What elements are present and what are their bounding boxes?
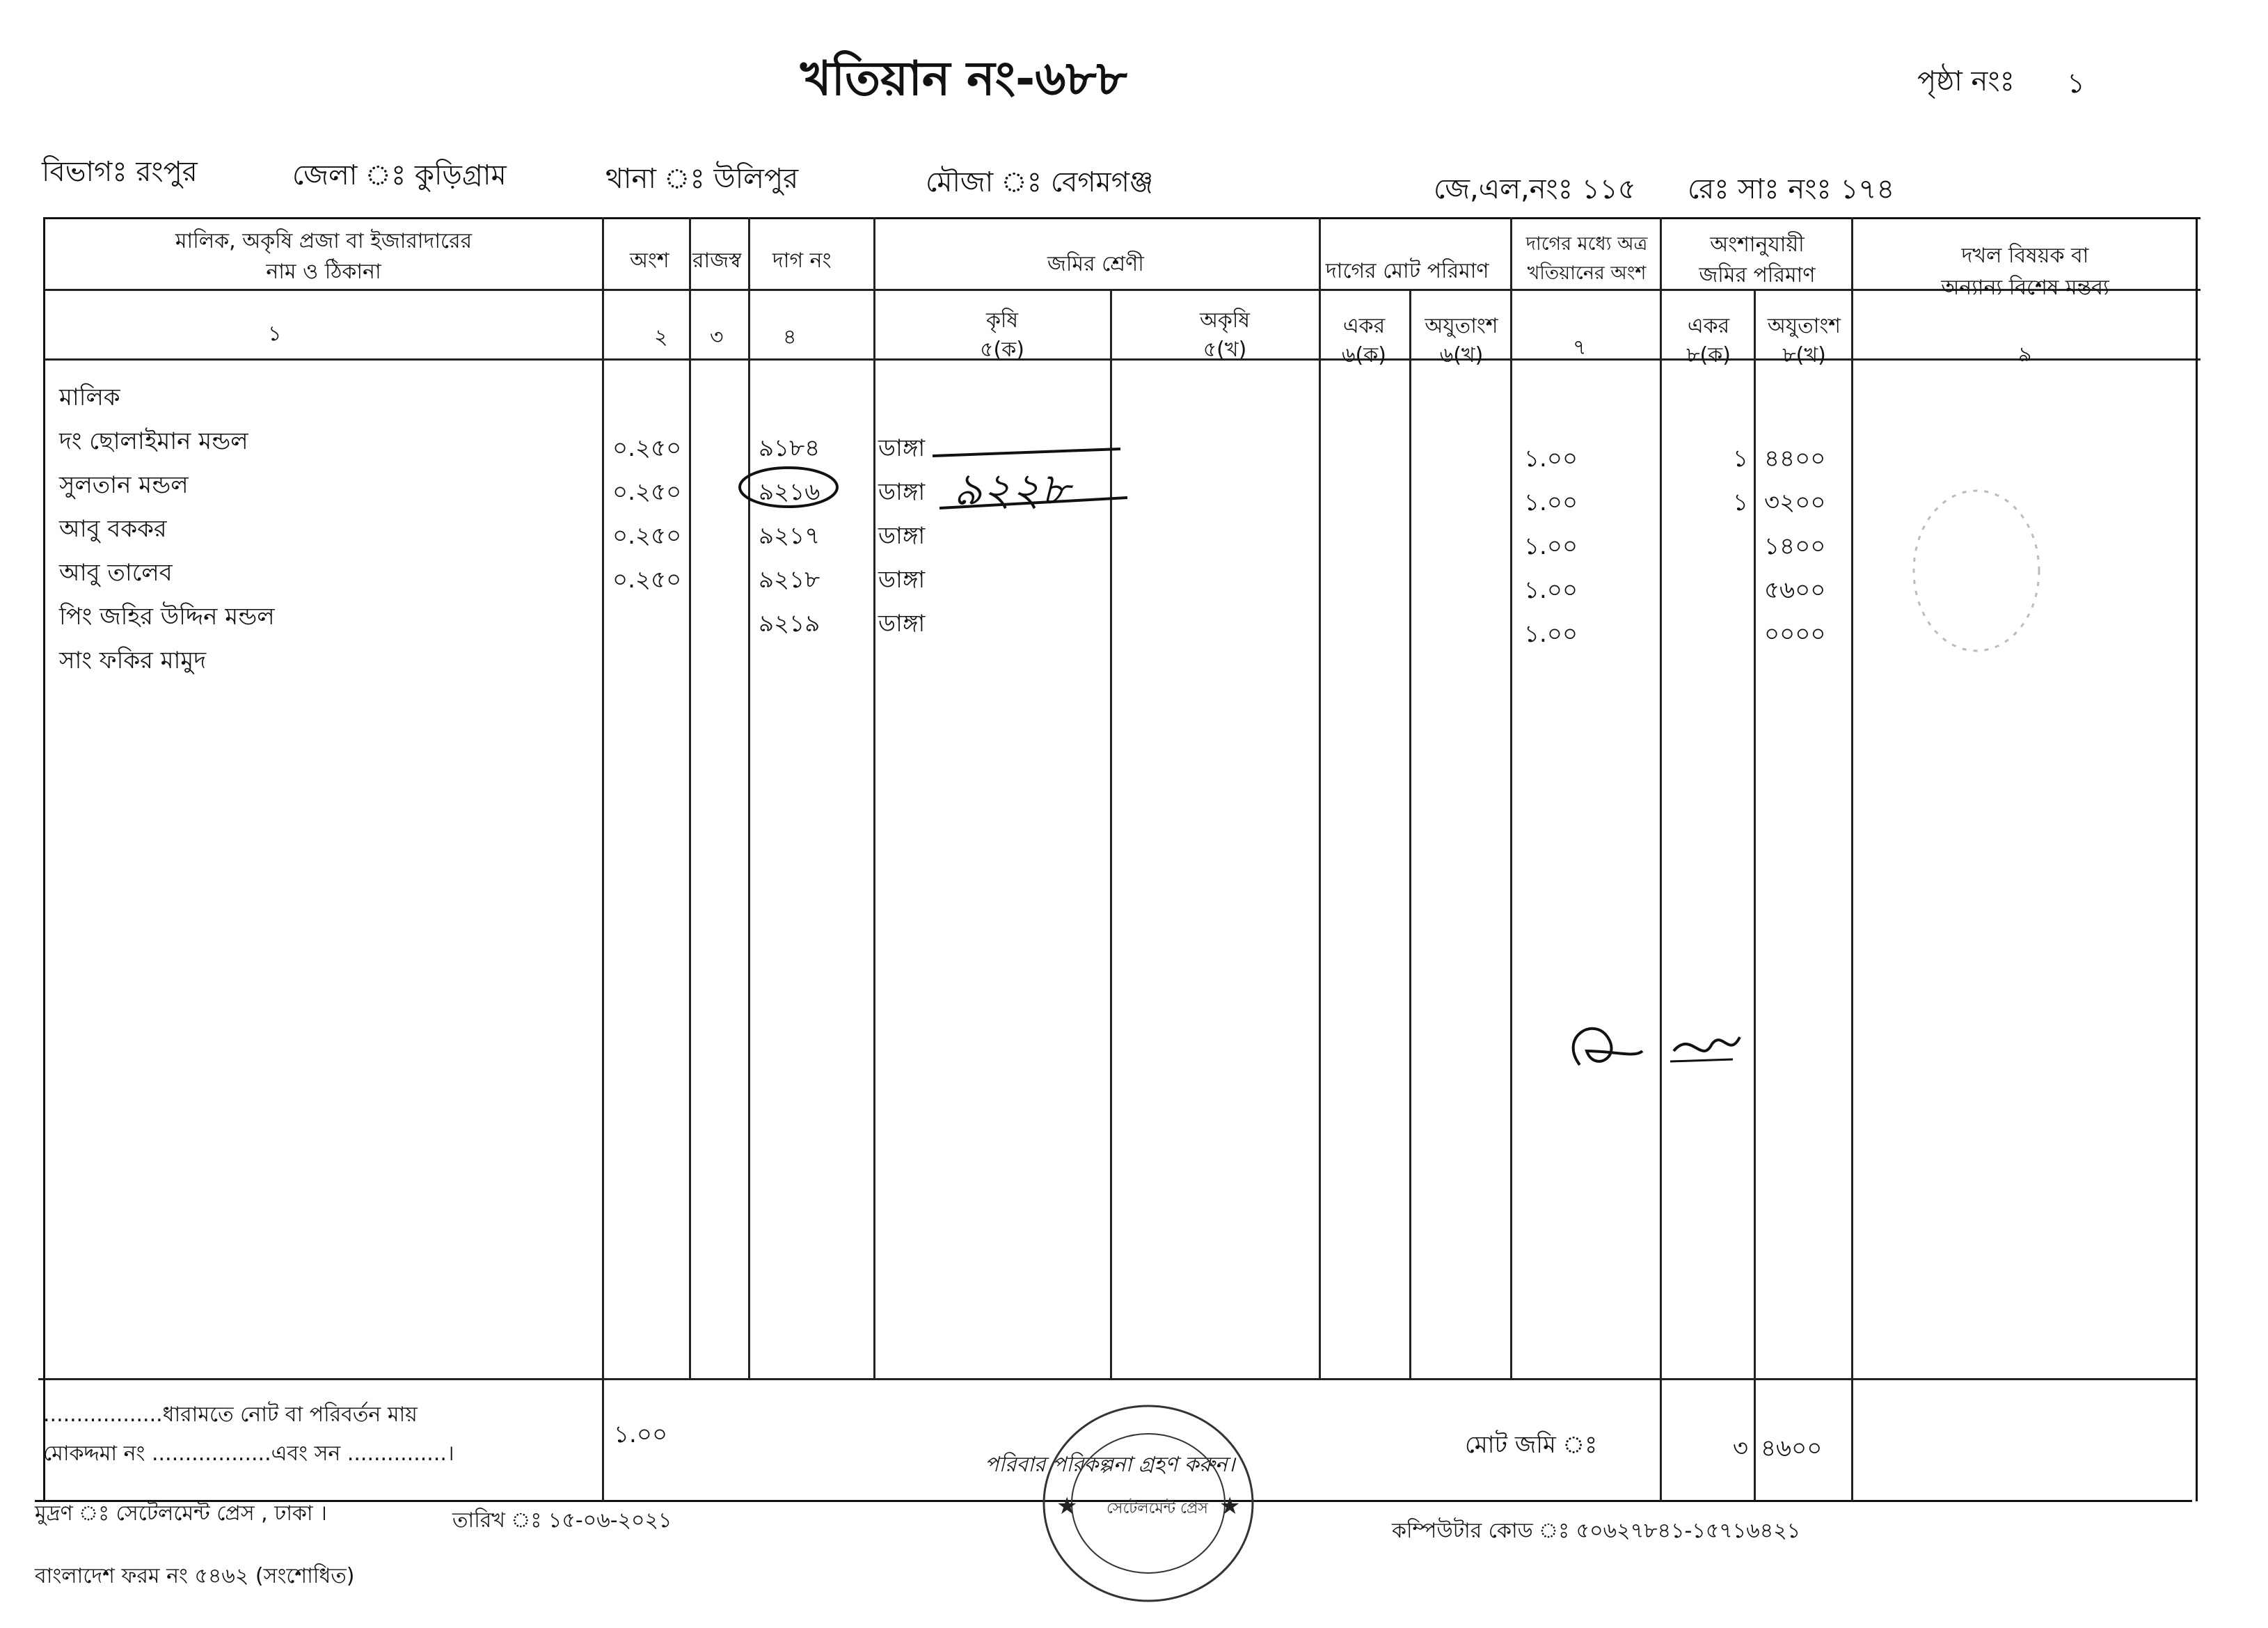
- share-list: [612, 427, 681, 602]
- header-owner: মালিক, অকৃষি প্রজা বা ইজারাদারের নাম ও ঠিকানা: [175, 229, 473, 284]
- decimal-value: ০০০০: [1764, 620, 1826, 648]
- header-share: অংশ: [630, 248, 669, 273]
- header-revenue: রাজস্ব: [692, 248, 742, 273]
- share-value: ০.২৫০: [612, 478, 682, 506]
- share-in-dag: ১.০০: [1524, 445, 1578, 473]
- mouza: মৌজা ঃ বেগমগঞ্জ: [926, 166, 1154, 198]
- handwritten-note: ৯২২৮: [953, 464, 1070, 516]
- decimal-value: ১৪০০: [1764, 532, 1826, 560]
- header-dec-8: অযুতাংশ ৮(খ): [1767, 314, 1841, 368]
- signature: [1552, 1009, 1761, 1093]
- family-planning-slogan: পরিবার পরিকল্পনা গ্রহণ করুন।: [985, 1453, 1235, 1477]
- land-class-list: [878, 427, 925, 646]
- footer-share-total: ১.০০: [614, 1421, 668, 1448]
- owner-father: পিং জহির উদ্দিন মন্ডল: [59, 603, 275, 631]
- total-acre: ৩: [1732, 1435, 1748, 1462]
- division: বিভাগঃ রংপুর: [42, 156, 198, 188]
- header-nonagri: অকৃষি ৫(খ): [1199, 308, 1251, 362]
- acre-list: [1670, 437, 1748, 525]
- land-class: ডাঙ্গা: [878, 566, 926, 594]
- col-number-4: ৪: [783, 325, 797, 349]
- acre-value: ১: [1732, 489, 1748, 516]
- share-value: ০.২৫০: [612, 522, 682, 550]
- header-dag-total: দাগের মোট পরিমাণ: [1326, 259, 1489, 283]
- header-dec-6: অযুতাংশ ৬(খ): [1425, 314, 1498, 368]
- decimal-value: ৫৬০০: [1764, 576, 1826, 604]
- share-in-dag: ১.০০: [1524, 532, 1578, 560]
- handwriting-strokes: [926, 442, 1134, 519]
- dag-number-circled: ৯২১৬: [759, 478, 820, 506]
- seal-text: সেটেলমেন্ট প্রেস: [1107, 1500, 1208, 1517]
- pen-circle-mark: [734, 463, 846, 512]
- share-in-dag: ১.০০: [1524, 489, 1578, 516]
- land-class: ডাঙ্গা: [878, 610, 926, 638]
- dag-list: [759, 427, 820, 646]
- share-value: ০.২৫০: [612, 566, 682, 594]
- dag-number: ৯২১৮: [759, 566, 820, 594]
- dag-number: ৯২১৯: [759, 610, 820, 638]
- share-in-dag: ১.০০: [1524, 620, 1578, 648]
- share-in-dag-list: [1524, 437, 1578, 656]
- col-number-2: ২: [654, 325, 668, 349]
- owner-name: আবু বককর: [59, 515, 167, 543]
- decimal-value: ৩২০০: [1764, 489, 1826, 516]
- jl-number: জে,এল,নংঃ ১১৫: [1434, 173, 1636, 205]
- print-date: তারিখ ঃ ১৫-০৬-২০২১: [452, 1508, 672, 1533]
- page-number-label: পৃষ্ঠা নংঃ: [1917, 65, 2015, 97]
- owner-list: [59, 376, 275, 683]
- decimal-list: [1764, 437, 1825, 656]
- land-class: ডাঙ্গা: [878, 522, 926, 550]
- col-number-3: ৩: [710, 325, 724, 349]
- page-title: খতিয়ান নং-৬৮৮: [800, 52, 1127, 106]
- header-land-class: জমির শ্রেণী: [1047, 252, 1144, 276]
- dag-number: ৯১৮৪: [759, 434, 820, 462]
- header-dag-no: দাগ নং: [772, 248, 832, 273]
- decimal-value: ৪৪০০: [1764, 445, 1826, 473]
- page-number-value: ১: [2067, 68, 2085, 100]
- header-remarks: দখল বিষয়ক বা অন্যান্য বিশেষ মন্তব্য: [1941, 244, 2109, 300]
- svg-text:★: ★: [1219, 1492, 1241, 1520]
- share-in-dag: ১.০০: [1524, 576, 1578, 604]
- land-class: ডাঙ্গা: [878, 478, 926, 506]
- owner-heading: মালিক: [59, 384, 120, 411]
- owner-name: দং ছোলাইমান মন্ডল: [59, 427, 248, 455]
- owner-address: সাং ফকির মামুদ: [59, 647, 207, 674]
- col-number-1: ১: [268, 322, 282, 346]
- footer-note: ..................ধারামতে নোট বা পরিবর্তন মায় মোকদ্দমা নং ..................এবং সন ...............।: [43, 1402, 454, 1466]
- owner-name: সুলতান মন্ডল: [59, 471, 189, 499]
- computer-code: কম্পিউটার কোড ঃ ৫০৬২৭৮৪১-১৫৭১৬৪২১: [1392, 1519, 1801, 1543]
- total-decimal: ৪৬০০: [1761, 1435, 1823, 1462]
- col-number-7: ৭: [1573, 335, 1587, 360]
- register-number: রেঃ সাঃ নংঃ ১৭৪: [1688, 173, 1895, 205]
- share-value: ০.২৫০: [612, 434, 682, 462]
- press-label: মুদ্রণ ঃ সেটেলমেন্ট প্রেস , ঢাকা ।: [35, 1501, 327, 1526]
- form-number: বাংলাদেশ ফরম নং ৫৪৬২ (সংশোধিত): [35, 1564, 355, 1588]
- faint-stamp-mark: [1900, 480, 2053, 661]
- header-share-area: অংশানুযায়ী জমির পরিমাণ: [1699, 232, 1816, 287]
- land-class: ডাঙ্গা: [878, 434, 926, 462]
- dag-number: ৯২১৭: [759, 522, 820, 550]
- header-acre-6: একর ৬(ক): [1342, 314, 1386, 368]
- col-number-9: ৯: [2018, 342, 2032, 367]
- thana: থানা ঃ উলিপুর: [605, 163, 799, 195]
- district: জেলা ঃ কুড়িগ্রাম: [292, 159, 507, 191]
- total-land-label: মোট জমি ঃ: [1465, 1431, 1598, 1459]
- acre-value: ১: [1732, 445, 1748, 473]
- header-share-in-dag: দাগের মধ্যে অত্র খতিয়ানের অংশ: [1525, 233, 1648, 284]
- header-acre-8: একর ৮(ক): [1686, 314, 1731, 368]
- owner-name: আবু তালেব: [59, 559, 173, 587]
- header-agri: কৃষি ৫(ক): [980, 308, 1024, 362]
- svg-text:★: ★: [1056, 1492, 1078, 1520]
